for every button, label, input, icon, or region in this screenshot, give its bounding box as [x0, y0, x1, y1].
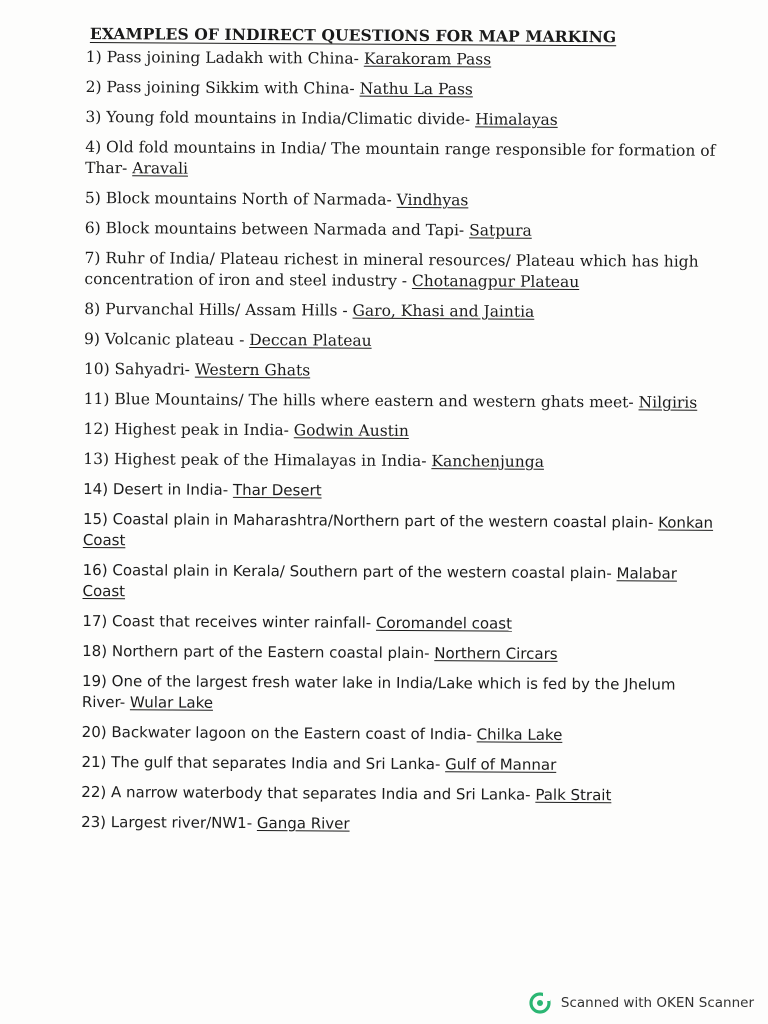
- question-text: 13) Highest peak of the Himalayas in India-: [83, 449, 432, 471]
- answer-text: Palk Strait: [535, 785, 612, 805]
- question-text: 11) Blue Mountains/ The hills where eastern and western ghats meet-: [83, 389, 639, 412]
- answer-text: Aravali: [132, 159, 189, 178]
- question-item: [85, 188, 725, 213]
- question-text: 23) Largest river/NW1-: [81, 812, 257, 833]
- answer-text: Kanchenjunga: [431, 452, 545, 471]
- question-item: [83, 509, 723, 555]
- answer-text: Northern Circars: [434, 644, 558, 663]
- question-item: [83, 479, 723, 504]
- question-item: [81, 782, 721, 807]
- question-item: [84, 329, 724, 354]
- question-item: [86, 77, 726, 102]
- question-text: 18) Northern part of the Eastern coastal plain-: [82, 641, 435, 663]
- question-item: [85, 107, 725, 132]
- answer-text: Satpura: [469, 221, 532, 240]
- question-item: [84, 248, 724, 294]
- question-text: 7) Ruhr of India/ Plateau richest in mineral resources/ Plateau which has high concentration of iron and steel industry -: [84, 248, 699, 290]
- question-text: 19) One of the largest fresh water lake in India/Lake which is fed by the Jhelum River-: [81, 671, 676, 712]
- question-item: [84, 299, 724, 324]
- answer-text: Himalayas: [475, 110, 558, 129]
- answer-text: Godwin Austin: [293, 421, 409, 440]
- question-item: [82, 641, 722, 666]
- question-item: [86, 47, 726, 72]
- scanner-watermark: [529, 992, 754, 1014]
- answer-text: Western Ghats: [194, 360, 311, 380]
- question-text: 8) Purvanchal Hills/ Assam Hills -: [84, 299, 353, 320]
- answer-text: Konkan Coast: [82, 513, 714, 550]
- question-item: [83, 419, 723, 444]
- question-text: 15) Coastal plain in Maharashtra/Northern part of the western coastal plain-: [82, 509, 659, 532]
- scanner-watermark-text: Scanned with OKEN Scanner: [560, 995, 754, 1011]
- question-item: [82, 671, 722, 717]
- document-body: [81, 24, 726, 846]
- answer-text: Nilgiris: [638, 393, 698, 412]
- question-text: 22) A narrow waterbody that separates India and Sri Lanka-: [81, 782, 536, 804]
- question-text: 10) Sahyadri-: [83, 359, 195, 379]
- question-text: 1) Pass joining Ladakh with China-: [85, 47, 364, 68]
- answer-text: Thar Desert: [232, 480, 322, 500]
- question-item: [83, 449, 723, 474]
- question-text: 9) Volcanic plateau -: [84, 329, 250, 350]
- question-item: [84, 389, 724, 414]
- answer-text: Garo, Khasi and Jaintia: [352, 301, 535, 321]
- question-item: [82, 722, 722, 747]
- answer-text: Coromandel coast: [375, 613, 513, 633]
- question-item: [84, 359, 724, 384]
- answer-text: Wular Lake: [129, 693, 214, 712]
- answer-text: Karakoram Pass: [363, 49, 492, 69]
- question-text: 14) Desert in India-: [83, 479, 233, 499]
- answer-text: Chotanagpur Plateau: [411, 271, 580, 292]
- question-item: [82, 611, 722, 636]
- question-text: 17) Coast that receives winter rainfall-: [82, 611, 377, 632]
- answer-text: Nathu La Pass: [359, 79, 473, 99]
- question-item: [85, 218, 725, 243]
- answer-text: Chilka Lake: [476, 725, 563, 744]
- question-text: 21) The gulf that separates India and Sri Lanka-: [81, 752, 446, 774]
- oken-scanner-logo-icon: [529, 992, 551, 1014]
- question-text: 5) Block mountains North of Narmada-: [84, 188, 397, 209]
- question-item: [82, 560, 722, 606]
- question-item: [81, 812, 721, 837]
- question-item: [85, 137, 725, 183]
- question-text: 2) Pass joining Sikkim with China-: [85, 77, 360, 98]
- answer-text: Ganga River: [256, 814, 350, 833]
- answer-text: Deccan Plateau: [249, 331, 372, 350]
- question-item: [81, 752, 721, 777]
- question-text: 12) Highest peak in India-: [83, 419, 294, 440]
- question-text: 6) Block mountains between Narmada and Tapi-: [84, 218, 470, 240]
- question-list: [81, 47, 726, 837]
- question-text: 16) Coastal plain in Kerala/ Southern part of the western coastal plain-: [82, 560, 617, 583]
- document-title: EXAMPLES OF INDIRECT QUESTIONS FOR MAP MARKING: [89, 24, 617, 47]
- answer-text: Gulf of Mannar: [445, 755, 557, 774]
- question-text: 20) Backwater lagoon on the Eastern coast of India-: [81, 722, 477, 744]
- question-text: 4) Old fold mountains in India/ The mountain range responsible for formation of Thar-: [85, 137, 716, 178]
- answer-text: Vindhyas: [396, 190, 469, 210]
- answer-text: Malabar Coast: [82, 564, 678, 601]
- question-text: 3) Young fold mountains in India/Climatic divide-: [85, 107, 476, 129]
